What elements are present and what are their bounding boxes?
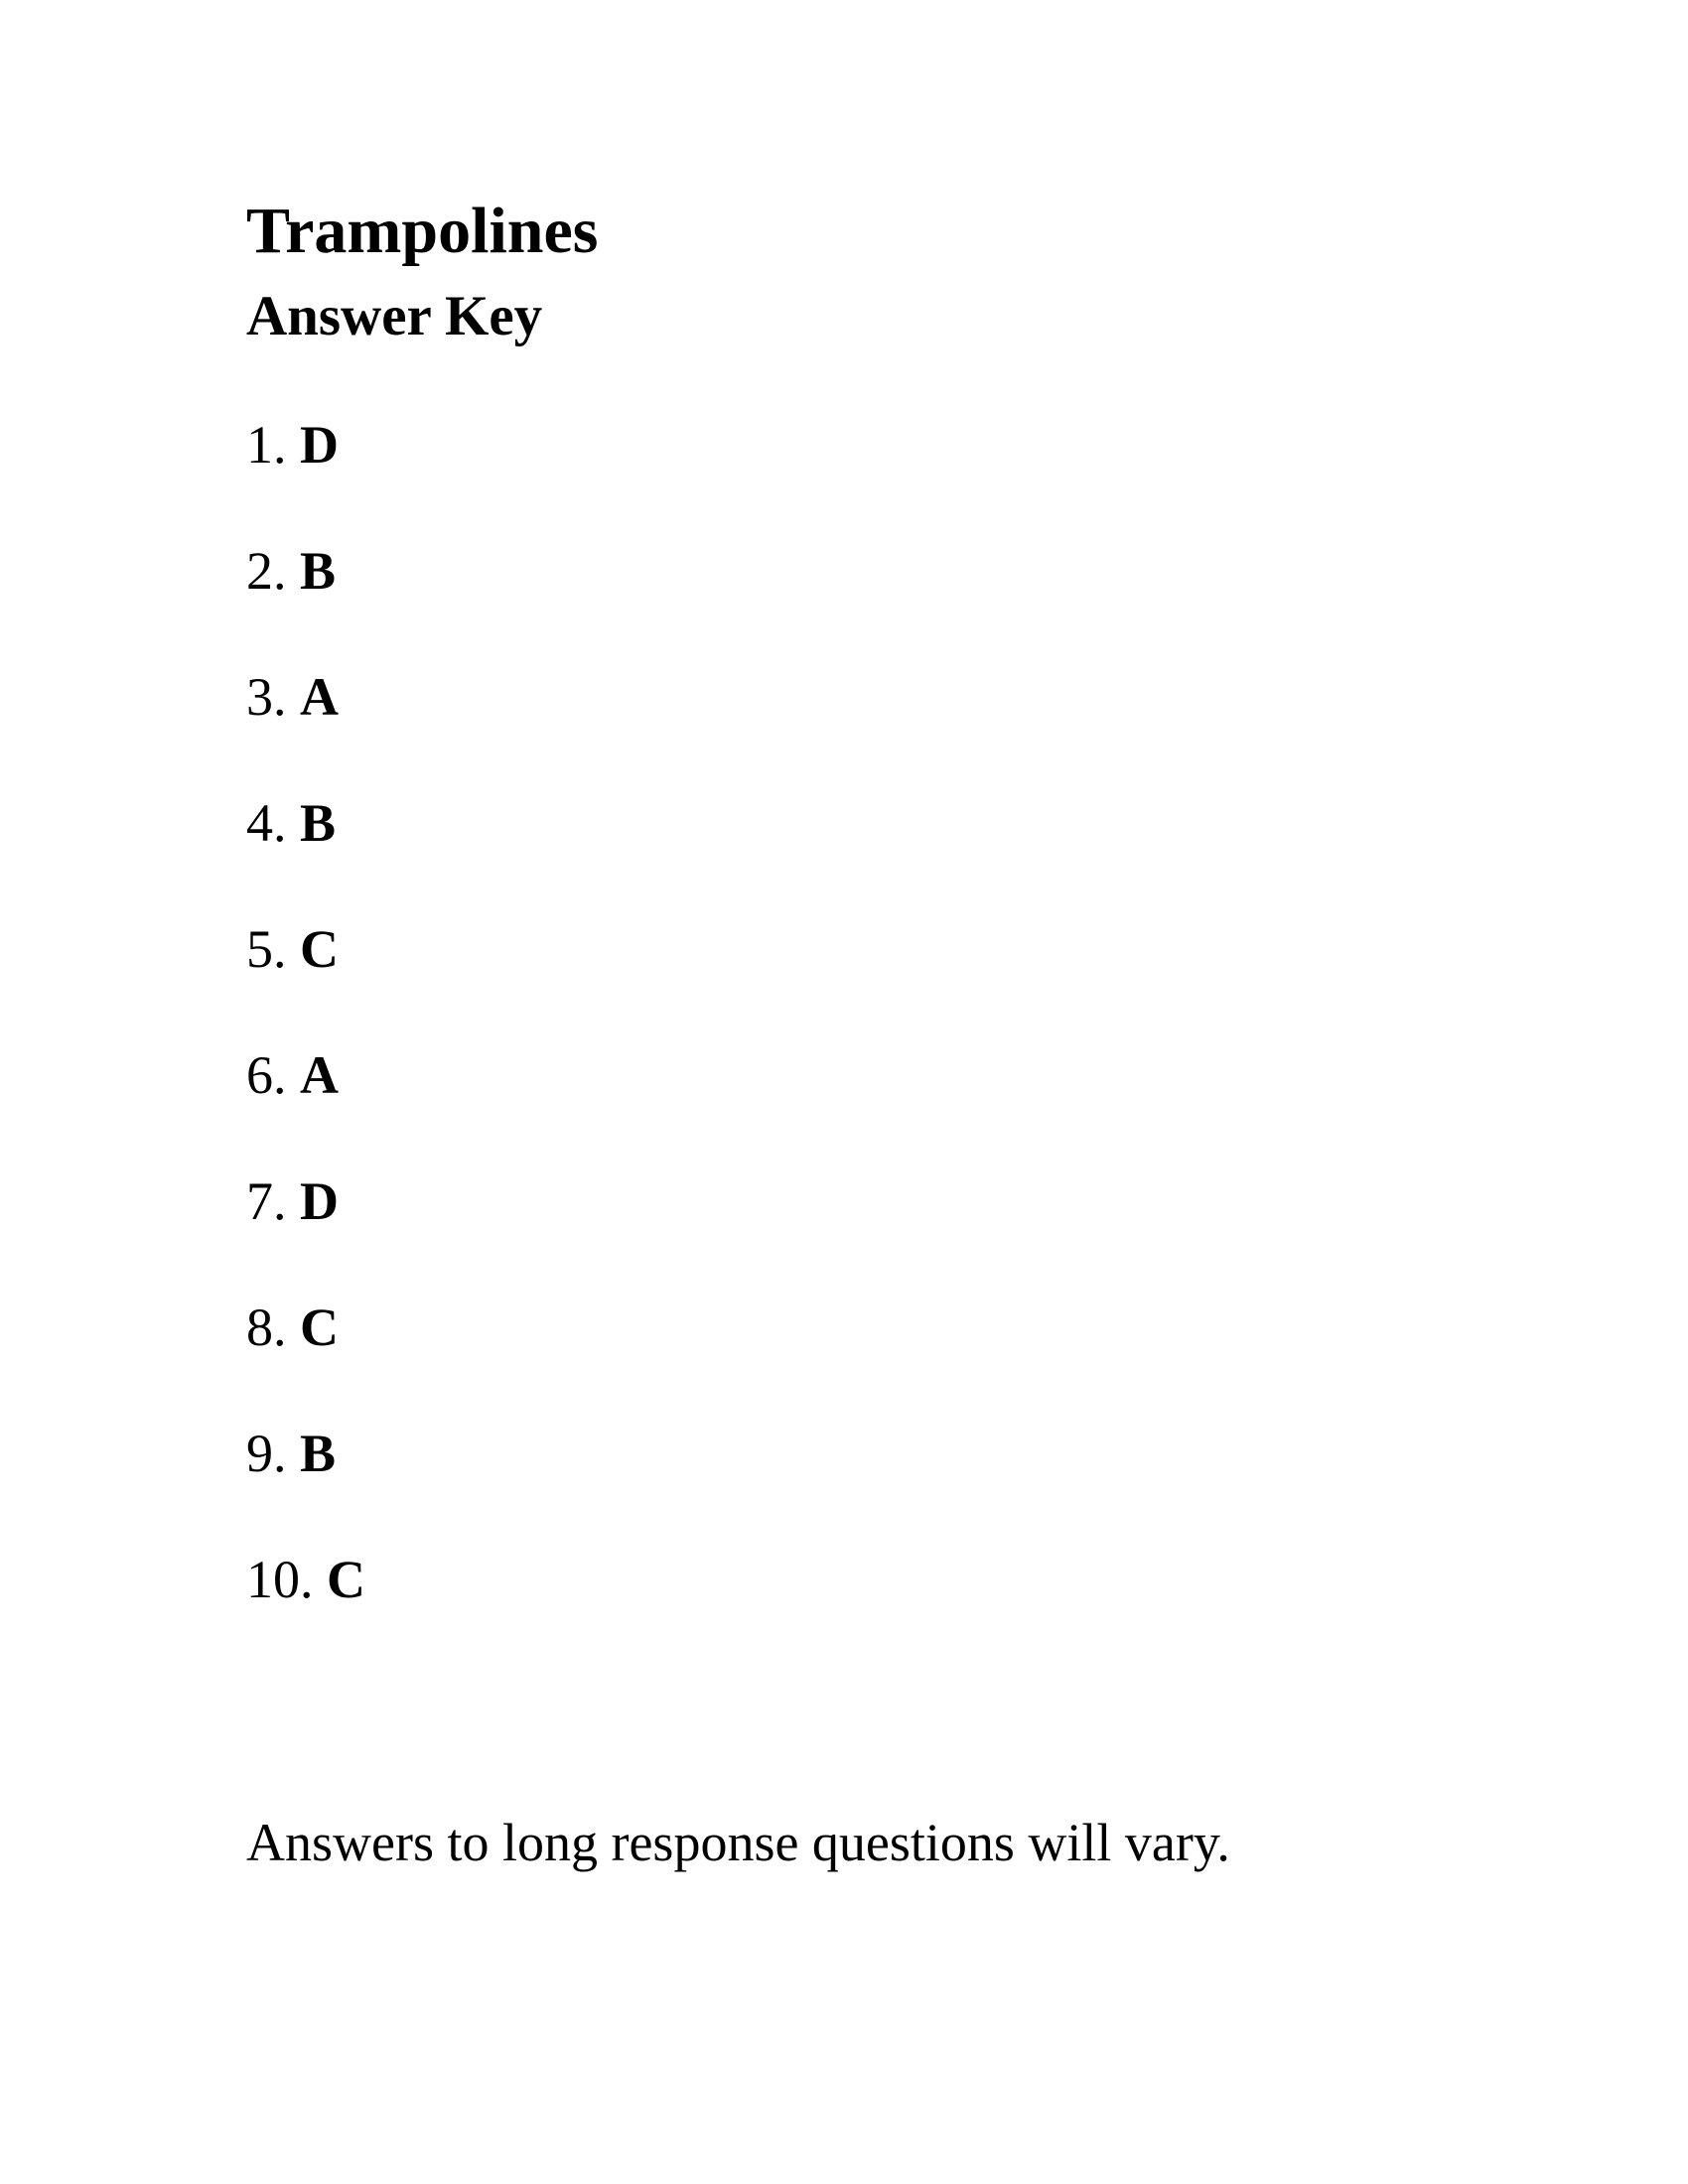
page-title: Trampolines (246, 195, 599, 267)
answer-item (246, 1171, 365, 1297)
answer-letter: D (300, 1171, 339, 1231)
answer-number: 6. (246, 1045, 287, 1105)
answer-number: 3. (246, 667, 287, 727)
answer-letter: B (300, 541, 337, 601)
answer-number: 5. (246, 919, 287, 979)
answer-number: 10. (246, 1550, 314, 1609)
answer-item (246, 919, 365, 1045)
answer-letter: C (300, 919, 339, 979)
answer-item (246, 793, 365, 919)
answer-number: 7. (246, 1171, 287, 1231)
long-response-note: Answers to long response questions will vary. (246, 1813, 1230, 1872)
page-subtitle: Answer Key (246, 285, 543, 347)
answer-number: 4. (246, 793, 287, 853)
answer-letter: D (300, 415, 339, 475)
answer-letter: A (300, 1045, 339, 1105)
answer-list (246, 415, 365, 1676)
answer-number: 2. (246, 541, 287, 601)
answer-letter: B (300, 793, 337, 853)
answer-item (246, 1045, 365, 1171)
answer-number: 8. (246, 1297, 287, 1357)
answer-letter: A (300, 667, 339, 727)
answer-letter: C (327, 1550, 365, 1609)
answer-number: 9. (246, 1424, 287, 1483)
answer-letter: C (300, 1297, 339, 1357)
answer-letter: B (300, 1424, 337, 1483)
answer-item (246, 1424, 365, 1550)
answer-item (246, 541, 365, 667)
answer-item (246, 1550, 365, 1676)
answer-number: 1. (246, 415, 287, 475)
answer-item (246, 667, 365, 793)
answer-item (246, 415, 365, 541)
answer-item (246, 1297, 365, 1424)
